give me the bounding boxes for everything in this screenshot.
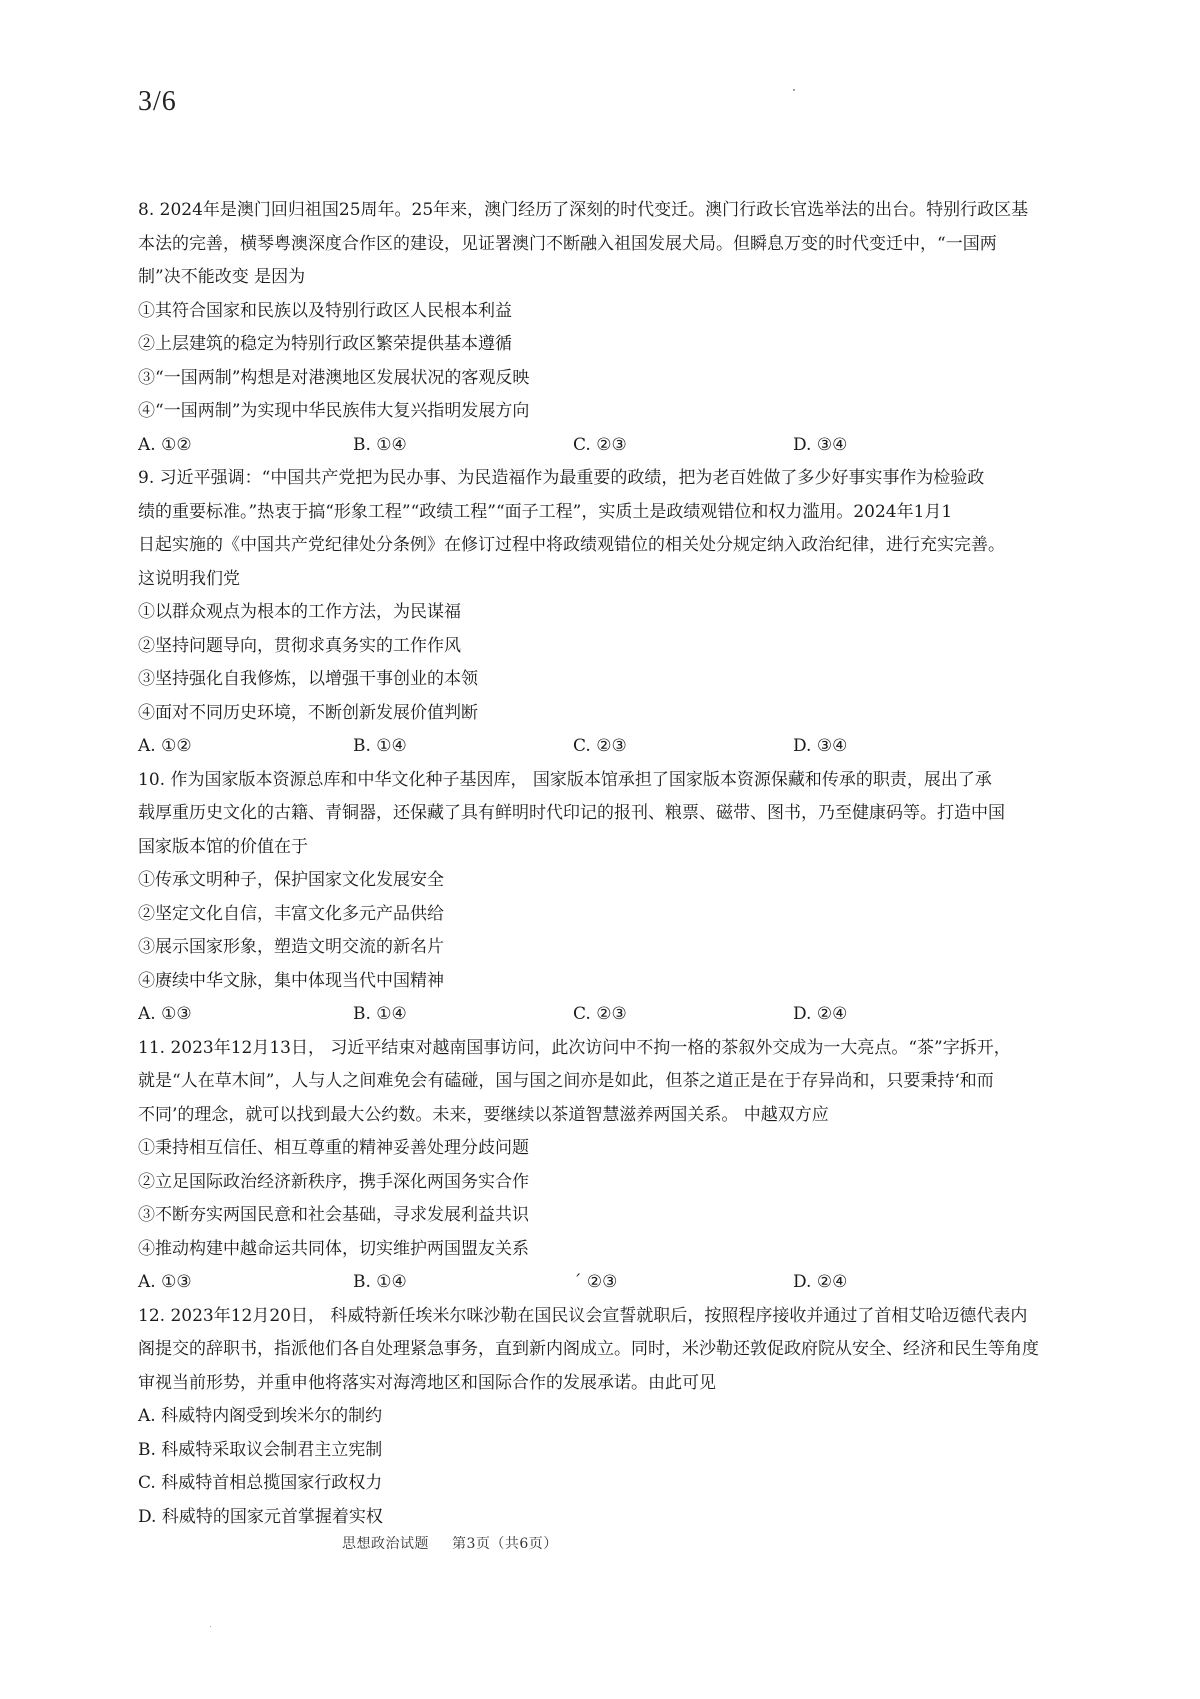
question-stem-line: 9. 习近平强调：“中国共产党把为民办事、为民造福作为最重要的政绩，把为老百姓做了多少好事实事作为检验政 xyxy=(138,468,985,488)
statement-item: ④赓续中华文脉，集中体现当代中国精神 xyxy=(138,970,444,991)
answer-choices xyxy=(138,730,1098,764)
choice-a: A. ①③ xyxy=(138,1272,192,1292)
choice-c: C. ②③ xyxy=(573,1004,627,1024)
footer-page-info: 第3页（共6页） xyxy=(451,1536,558,1552)
choice-c: C. 科威特首相总揽国家行政权力 xyxy=(138,1473,383,1493)
statement-item: ①传承文明种子，保护国家文化发展安全 xyxy=(138,870,444,890)
question-stem-line: 本法的完善，横琴粤澳深度合作区的建设，见证署澳门不断融入祖国发展犬局。但瞬息万变的时代变迁中，“一国两 xyxy=(138,233,997,254)
choice-d: D. ③④ xyxy=(793,434,848,455)
question-stem-line: 10. 作为国家版本资源总库和中华文化种子基因库， 国家版本馆承担了国家版本资源保藏和传承的职责，展出了承 xyxy=(138,769,992,790)
question-12 xyxy=(138,1300,1098,1535)
question-10 xyxy=(138,764,1098,1032)
choice-b: B. ①④ xyxy=(353,434,407,455)
choice-b: B. ①④ xyxy=(353,736,407,756)
question-stem-line: 载厚重历史文化的古籍、青铜器，还保藏了具有鲜明时代印记的报刊、粮票、磁带、图书，乃至健康码等。打造中国 xyxy=(138,803,1005,823)
page-number: 3/6 xyxy=(138,86,177,117)
answer-choices xyxy=(138,429,1098,463)
choice-d: D. 科威特的国家元首掌握着实权 xyxy=(138,1506,383,1527)
question-stem-line: 日起实施的《中国共产党纪律处分条例》在修订过程中将政绩观错位的相关处分规定纳入政治纪律，进行充实完善。 xyxy=(138,535,1005,555)
question-8 xyxy=(138,194,1098,462)
statement-item: ②坚定文化自信，丰富文化多元产品供给 xyxy=(138,903,444,924)
choice-b: B. 科威特采取议会制君主立宪制 xyxy=(138,1439,383,1460)
question-9 xyxy=(138,462,1098,764)
statement-item: ③坚持强化自我修炼，以增强干事创业的本领 xyxy=(138,669,478,689)
scan-speck xyxy=(210,1626,211,1627)
statement-item: ①以群众观点为根本的工作方法，为民谋福 xyxy=(138,602,461,622)
choice-a: A. 科威特内阁受到埃米尔的制约 xyxy=(138,1406,383,1426)
question-stem-line: 8. 2024年是澳门回归祖国25周年。25年来，澳门经历了深刻的时代变迁。澳门行政长官选举法的出台。特别行政区基 xyxy=(138,200,1029,220)
question-stem-line: 这说明我们党 xyxy=(138,568,240,589)
statement-item: ②坚持问题导向，贯彻求真务实的工作作风 xyxy=(138,635,461,656)
choice-d: D. ②④ xyxy=(793,1004,848,1024)
question-stem-line: 11. 2023年12月13日， 习近平结束对越南国事访问，此次访问中不拘一格的茶叙外交成为一大亮点。“茶”字拆开， xyxy=(138,1037,1011,1058)
question-stem-line: 国家版本馆的价值在于 xyxy=(138,836,308,857)
statement-item: ③展示国家形象，塑造文明交流的新名片 xyxy=(138,937,444,957)
footer-subject: 思想政治试题 xyxy=(342,1536,429,1552)
answer-choices xyxy=(138,998,1098,1032)
statement-item: ③“一国两制”构想是对港澳地区发展状况的客观反映 xyxy=(138,367,530,388)
choice-c: C. ②③ xyxy=(573,434,627,455)
statement-item: ①其符合国家和民族以及特别行政区人民根本利益 xyxy=(138,300,512,321)
choice-d: D. ③④ xyxy=(793,736,848,756)
scan-speck xyxy=(793,89,795,91)
question-stem-line: 绩的重要标准。”热衷于搞“形象工程”“政绩工程”“面子工程”，实质土是政绩观错位和权力滥用。2024年1月1 xyxy=(138,501,953,522)
question-stem-line: 审视当前形势，并重申他将落实对海湾地区和国际合作的发展承诺。由此可见 xyxy=(138,1372,716,1393)
statement-item: ④推动构建中越命运共同体，切实维护两国盟友关系 xyxy=(138,1238,529,1259)
choice-d: D. ②④ xyxy=(793,1272,848,1292)
answer-choices xyxy=(138,1266,1098,1300)
question-11 xyxy=(138,1032,1098,1300)
question-list xyxy=(138,194,1098,1534)
statement-item: ①秉持相互信任、相互尊重的精神妥善处理分歧问题 xyxy=(138,1138,529,1158)
choice-a: A. ①② xyxy=(138,736,192,756)
question-stem-line: 12. 2023年12月20日， 科威特新任埃米尔咪沙勒在国民议会宣誓就职后，按照程序接收并通过了首相艾哈迈德代表内 xyxy=(138,1305,1028,1326)
choice-b: B. ①④ xyxy=(353,1272,407,1292)
question-stem-line: 就是“人在草木间”，人与人之间难免会有磕碰，国与国之间亦是如此，但茶之道正是在于存异尚和，只要秉持‘和而 xyxy=(138,1071,994,1091)
choice-a: A. ①② xyxy=(138,434,192,455)
choice-b: B. ①④ xyxy=(353,1004,407,1024)
choice-a: A. ①③ xyxy=(138,1004,192,1024)
choice-c: C. ②③ xyxy=(573,736,627,756)
choice-c: ´ ②③ xyxy=(573,1272,618,1292)
question-stem-line: 制”决不能改变 是因为 xyxy=(138,267,306,287)
question-stem-line: 阁提交的辞职书，指派他们各自处理紧急事务，直到新内阁成立。同时，米沙勒还敦促政府院从安全、经济和民生等角度 xyxy=(138,1339,1039,1359)
statement-item: ②立足国际政治经济新秩序，携手深化两国务实合作 xyxy=(138,1171,529,1192)
page-footer xyxy=(342,1533,576,1553)
statement-item: ④“一国两制”为实现中华民族伟大复兴指明发展方向 xyxy=(138,401,530,421)
statement-item: ②上层建筑的稳定为特别行政区繁荣提供基本遵循 xyxy=(138,334,512,354)
statement-item: ③不断夯实两国民意和社会基础，寻求发展利益共识 xyxy=(138,1205,529,1225)
question-stem-line: 不同’的理念，就可以找到最大公约数。未来，要继续以茶道智慧滋养两国关系。 中越双方应 xyxy=(138,1104,829,1125)
statement-item: ④面对不同历史环境，不断创新发展价值判断 xyxy=(138,702,478,723)
